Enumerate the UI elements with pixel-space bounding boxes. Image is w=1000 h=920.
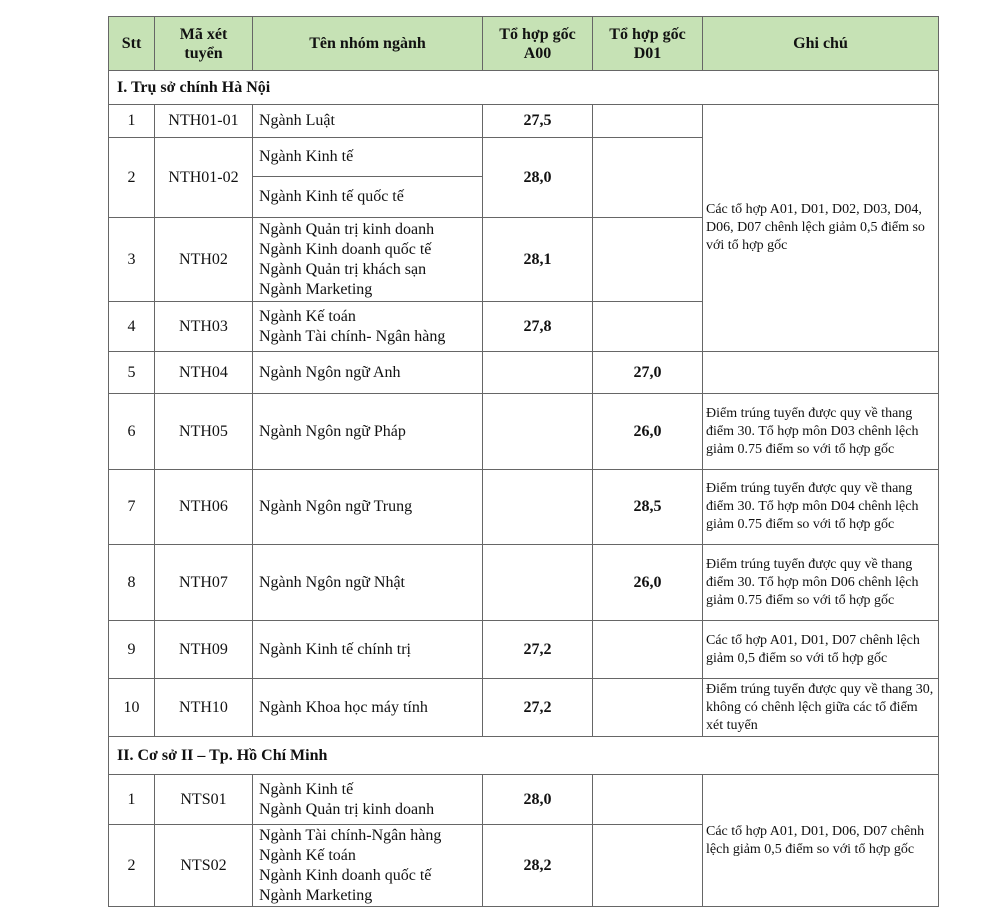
major-name: Ngành Marketing	[259, 886, 373, 904]
cell-name: Ngành Khoa học máy tính	[253, 679, 483, 737]
table-row	[109, 394, 939, 470]
header-code: Mã xét tuyển	[155, 17, 253, 71]
admission-scores-table	[108, 16, 939, 907]
header-a00: Tổ hợp gốc A00	[483, 17, 593, 71]
cell-note	[703, 352, 939, 394]
cell-note: Điểm trúng tuyển được quy về thang điểm 30. Tổ hợp môn D06 chênh lệch giảm 0.75 điểm so với tổ hợp gốc	[703, 545, 939, 621]
major-name: Ngành Kế toán	[259, 846, 356, 864]
cell-a00: 27,8	[483, 302, 593, 352]
table-row	[109, 470, 939, 545]
cell-code: NTH09	[155, 621, 253, 679]
cell-stt: 9	[109, 621, 155, 679]
cell-d01: 26,0	[593, 394, 703, 470]
cell-stt: 8	[109, 545, 155, 621]
cell-d01: 28,5	[593, 470, 703, 545]
cell-stt: 6	[109, 394, 155, 470]
cell-a00	[483, 394, 593, 470]
major-name: Ngành Marketing	[259, 280, 373, 298]
cell-code: NTS02	[155, 825, 253, 907]
major-name: Ngành Tài chính- Ngân hàng	[259, 327, 446, 345]
section-row	[109, 737, 939, 775]
cell-name	[253, 302, 483, 352]
cell-d01	[593, 621, 703, 679]
major-name: Ngành Kinh doanh quốc tế	[259, 240, 432, 258]
cell-stt: 2	[109, 138, 155, 218]
cell-code: NTH02	[155, 218, 253, 302]
cell-code: NTH06	[155, 470, 253, 545]
major-name: Ngành Kinh tế	[259, 780, 354, 798]
cell-a00: 27,2	[483, 621, 593, 679]
cell-d01: 26,0	[593, 545, 703, 621]
cell-d01	[593, 105, 703, 138]
cell-a00: 28,2	[483, 825, 593, 907]
cell-stt: 10	[109, 679, 155, 737]
cell-stt: 2	[109, 825, 155, 907]
cell-note: Điểm trúng tuyển được quy về thang điểm 30. Tổ hợp môn D03 chênh lệch giảm 0.75 điểm so với tổ hợp gốc	[703, 394, 939, 470]
header-note: Ghi chú	[703, 17, 939, 71]
section-row	[109, 71, 939, 105]
cell-code: NTH03	[155, 302, 253, 352]
cell-d01: 27,0	[593, 352, 703, 394]
cell-a00: 28,1	[483, 218, 593, 302]
cell-stt: 1	[109, 105, 155, 138]
cell-d01	[593, 679, 703, 737]
cell-code: NTH01-01	[155, 105, 253, 138]
cell-stt: 7	[109, 470, 155, 545]
major-name: Ngành Quản trị kinh doanh	[259, 220, 435, 238]
cell-name: Ngành Ngôn ngữ Anh	[253, 352, 483, 394]
cell-a00: 27,5	[483, 105, 593, 138]
table-header-row	[109, 17, 939, 71]
table-row	[109, 679, 939, 737]
cell-a00	[483, 352, 593, 394]
table-row	[109, 621, 939, 679]
cell-note: Các tổ hợp A01, D01, D02, D03, D04, D06, D07 chênh lệch giảm 0,5 điểm so với tổ hợp gốc	[703, 105, 939, 352]
cell-a00	[483, 545, 593, 621]
section-title: I. Trụ sở chính Hà Nội	[109, 71, 939, 105]
cell-name: Ngành Kinh tế	[253, 138, 483, 177]
major-name: Ngành Luật	[259, 112, 335, 129]
cell-stt: 1	[109, 775, 155, 825]
cell-stt: 4	[109, 302, 155, 352]
cell-name: Ngành Ngôn ngữ Nhật	[253, 545, 483, 621]
cell-code: NTS01	[155, 775, 253, 825]
cell-d01	[593, 218, 703, 302]
cell-a00: 28,0	[483, 138, 593, 218]
cell-name: Ngành Kinh tế quốc tế	[253, 177, 483, 218]
major-name: Ngành Kinh doanh quốc tế	[259, 866, 432, 884]
cell-stt: 5	[109, 352, 155, 394]
cell-code: NTH05	[155, 394, 253, 470]
section-title: II. Cơ sở II – Tp. Hồ Chí Minh	[109, 737, 939, 775]
cell-d01	[593, 825, 703, 907]
cell-d01	[593, 775, 703, 825]
cell-name: Ngành Kinh tế chính trị	[253, 621, 483, 679]
header-stt: Stt	[109, 17, 155, 71]
cell-code: NTH10	[155, 679, 253, 737]
cell-name	[253, 105, 483, 138]
cell-code: NTH04	[155, 352, 253, 394]
cell-note: Các tổ hợp A01, D01, D06, D07 chênh lệch giảm 0,5 điểm so với tổ hợp gốc	[703, 775, 939, 907]
cell-a00: 28,0	[483, 775, 593, 825]
cell-name	[253, 218, 483, 302]
major-name: Ngành Kế toán	[259, 307, 356, 325]
cell-d01	[593, 138, 703, 218]
major-name: Ngành Quản trị khách sạn	[259, 260, 427, 278]
table-row	[109, 545, 939, 621]
major-name: Ngành Quản trị kinh doanh	[259, 800, 435, 818]
cell-stt: 3	[109, 218, 155, 302]
cell-a00: 27,2	[483, 679, 593, 737]
cell-d01	[593, 302, 703, 352]
cell-name	[253, 775, 483, 825]
header-name: Tên nhóm ngành	[253, 17, 483, 71]
cell-code: NTH07	[155, 545, 253, 621]
table-row	[109, 105, 939, 138]
cell-code: NTH01-02	[155, 138, 253, 218]
cell-a00	[483, 470, 593, 545]
cell-name	[253, 825, 483, 907]
cell-note: Điểm trúng tuyển được quy về thang 30, không có chênh lệch giữa các tổ điểm xét tuyển	[703, 679, 939, 737]
major-name: Ngành Tài chính-Ngân hàng	[259, 826, 442, 844]
cell-name: Ngành Ngôn ngữ Pháp	[253, 394, 483, 470]
cell-name: Ngành Ngôn ngữ Trung	[253, 470, 483, 545]
cell-note: Điểm trúng tuyển được quy về thang điểm 30. Tổ hợp môn D04 chênh lệch giảm 0.75 điểm so với tổ hợp gốc	[703, 470, 939, 545]
header-d01: Tổ hợp gốc D01	[593, 17, 703, 71]
table-row	[109, 352, 939, 394]
table-row	[109, 775, 939, 825]
cell-note: Các tổ hợp A01, D01, D07 chênh lệch giảm 0,5 điểm so với tổ hợp gốc	[703, 621, 939, 679]
